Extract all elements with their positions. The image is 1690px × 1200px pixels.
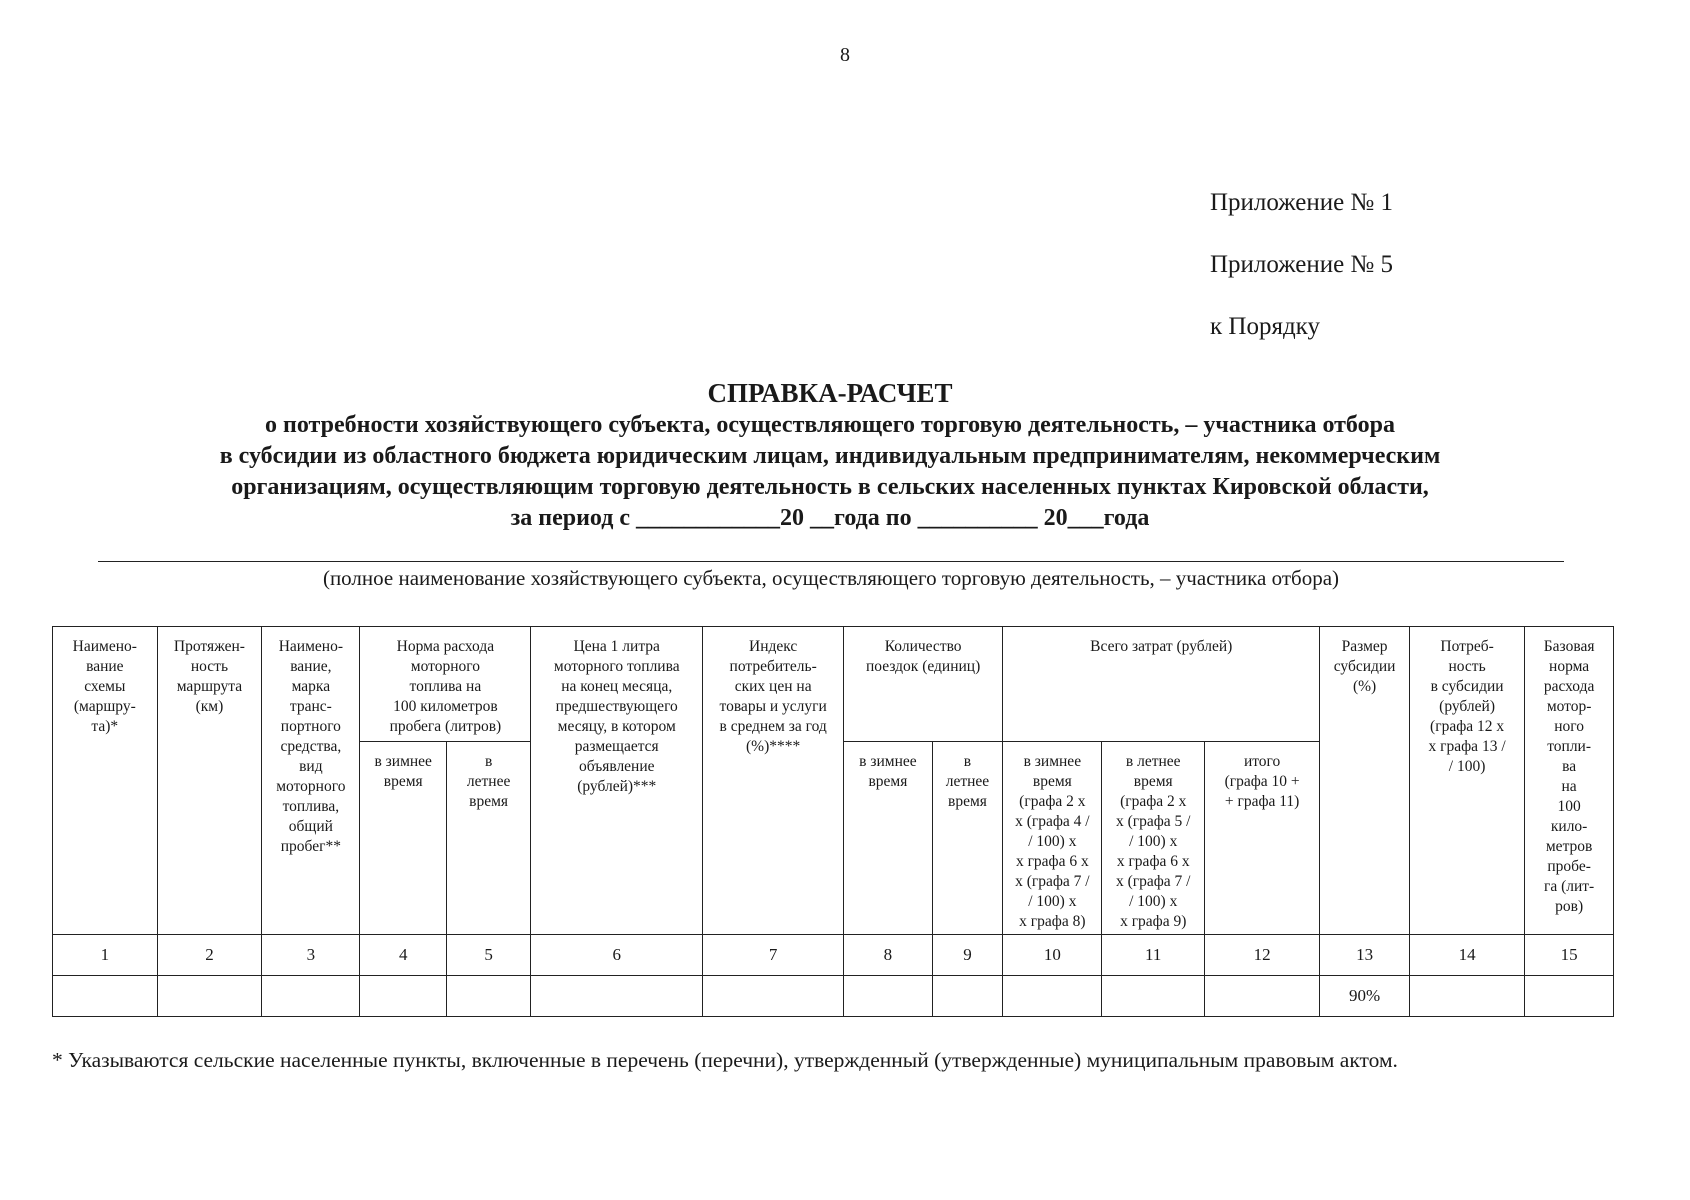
- appendix-line-1: Приложение № 1: [1210, 189, 1394, 216]
- table-cell: [1409, 976, 1524, 1017]
- column-number: 13: [1320, 935, 1410, 976]
- column-number: 7: [703, 935, 844, 976]
- column-number: 6: [531, 935, 703, 976]
- header-total-costs-group: Всего затрат (рублей): [1003, 627, 1320, 742]
- column-number: 8: [844, 935, 933, 976]
- entity-name-caption: (полное наименование хозяйствующего субъекта, осуществляющего торговую деятельность, – участника отбора): [322, 566, 1340, 590]
- column-number: 11: [1102, 935, 1204, 976]
- column-number: 14: [1409, 935, 1524, 976]
- column-number: 5: [446, 935, 530, 976]
- table-cell: [157, 976, 262, 1017]
- table-cell: [703, 976, 844, 1017]
- table-cell: [1525, 976, 1614, 1017]
- header-row-top: [53, 627, 1614, 742]
- header-base-fuel-norm: Базовая норма расхода мотор- ного топли- ва на 100 кило- метров пробе- га (лит- ров): [1525, 627, 1614, 935]
- title-line-3: организациям, осуществляющим торговую деятельность в сельских населенных пунктах Кировской области,: [231, 474, 1429, 500]
- header-route-scheme: Наимено- вание схемы (маршру- та)*: [53, 627, 158, 935]
- table-cell: [262, 976, 360, 1017]
- header-fuel-price: Цена 1 литра моторного топлива на конец месяца, предшествующего месяцу, в котором размещается объявление (рублей)***: [531, 627, 703, 935]
- header-trips-winter: в зимнее время: [844, 742, 933, 935]
- column-number: 12: [1204, 935, 1319, 976]
- table-cell: [446, 976, 530, 1017]
- table-cell: [531, 976, 703, 1017]
- header-price-index: Индекс потребитель- ских цен на товары и услуги в среднем за год (%)****: [703, 627, 844, 935]
- header-costs-summer: в летнее время (графа 2 х х (графа 5 / / 100) х х графа 6 х х (графа 7 / / 100) х х графа 9): [1102, 742, 1204, 935]
- column-number: 2: [157, 935, 262, 976]
- header-fuel-norm-group: Норма расхода моторного топлива на 100 километров пробега (литров): [360, 627, 531, 742]
- column-number: 10: [1003, 935, 1102, 976]
- calculation-table: [52, 626, 1614, 1017]
- title-line-1: о потребности хозяйствующего субъекта, осуществляющего торговую деятельность, – участника отбора: [265, 412, 1395, 438]
- page-number: 8: [840, 44, 850, 66]
- subsidy-percent-cell: 90%: [1320, 976, 1410, 1017]
- document-title: СПРАВКА-РАСЧЕТ: [707, 378, 953, 408]
- table-row: [53, 976, 1614, 1017]
- column-number: 9: [932, 935, 1002, 976]
- header-vehicle: Наимено- вание, марка транс- портного средства, вид моторного топлива, общий пробег**: [262, 627, 360, 935]
- column-number: 3: [262, 935, 360, 976]
- header-costs-total: итого (графа 10 + + графа 11): [1204, 742, 1319, 935]
- appendix-line-3: к Порядку: [1210, 313, 1320, 340]
- column-number: 4: [360, 935, 446, 976]
- header-costs-winter: в зимнее время (графа 2 х х (графа 4 / / 100) х х графа 6 х х (графа 7 / / 100) х х графа 8): [1003, 742, 1102, 935]
- table-cell: [1102, 976, 1204, 1017]
- header-fuel-norm-summer: в летнее время: [446, 742, 530, 935]
- header-trips-summer: в летнее время: [932, 742, 1002, 935]
- table-cell: [360, 976, 446, 1017]
- header-subsidy-size: Размер субсидии (%): [1320, 627, 1410, 935]
- document-title-block: [60, 376, 1600, 534]
- period-line: за период с ____________20 __года по __________ 20___года: [510, 505, 1150, 531]
- table-cell: [844, 976, 933, 1017]
- table-cell: [1204, 976, 1319, 1017]
- table-cell: [53, 976, 158, 1017]
- column-numbers-row: [53, 935, 1614, 976]
- header-route-length: Протяжен- ность маршрута (км): [157, 627, 262, 935]
- header-fuel-norm-winter: в зимнее время: [360, 742, 446, 935]
- header-trips-group: Количество поездок (единиц): [844, 627, 1003, 742]
- header-subsidy-need: Потреб- ность в субсидии (рублей) (графа 12 х х графа 13 / / 100): [1409, 627, 1524, 935]
- table-cell: [932, 976, 1002, 1017]
- column-number: 1: [53, 935, 158, 976]
- table-cell: [1003, 976, 1102, 1017]
- appendix-line-2: Приложение № 5: [1210, 251, 1394, 278]
- column-number: 15: [1525, 935, 1614, 976]
- footnote: * Указываются сельские населенные пункты, включенные в перечень (перечни), утвержденный (утвержденные) муниципальным правовым актом.: [52, 1048, 1398, 1072]
- entity-name-line: [98, 561, 1564, 562]
- title-line-2: в субсидии из областного бюджета юридическим лицам, индивидуальным предпринимателям, некоммерческим: [219, 443, 1441, 469]
- appendix-note: [1210, 172, 1393, 358]
